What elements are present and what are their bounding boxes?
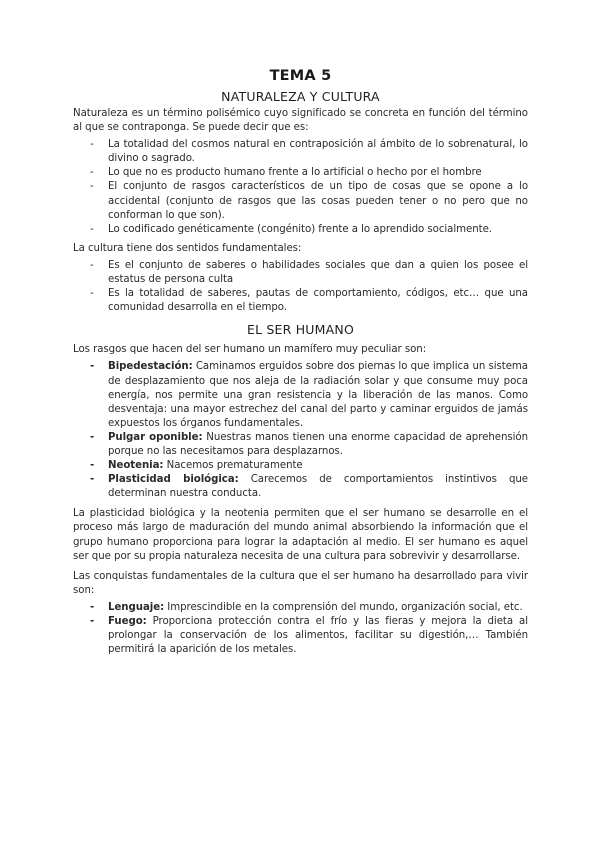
page-title: TEMA 5: [269, 68, 332, 84]
list-item: - Plasticidad biológica: Carecemos de comportamientos instintivos que determinan nuestra conducta.: [90, 474, 528, 500]
naturaleza-intro: Naturaleza es un término polisémico cuyo significado se concreta en función del término al que se contraponga. Se puede decir que es:: [73, 108, 528, 134]
list-item: - Es el conjunto de saberes o habilidades sociales que dan a quien los posee el estatus de persona culta: [90, 259, 528, 286]
cultura-list: [73, 259, 528, 315]
list-item: - Pulgar oponible: Nuestras manos tienen una enorme capacidad de aprehensión porque no las necesitamos para desplazarnos.: [90, 431, 528, 457]
list-item: - La totalidad del cosmos natural en contraposición al ámbito de lo sobrenatural, lo divino o sagrado.: [90, 139, 528, 165]
list-item: - Es la totalidad de saberes, pautas de comportamiento, códigos, etc… que una comunidad desarrolla en el tiempo.: [90, 288, 528, 314]
cultura-intro: La cultura tiene dos sentidos fundamentales:: [73, 242, 302, 254]
plasticidad-paragraph: La plasticidad biológica y la neotenia permiten que el ser humano se desarrolle en el proceso más largo de maduración del mundo animal absorbiendo la información que el grupo humano proporciona para lograr la adaptación al medio. El ser humano es aquel ser que por su propia naturaleza necesita de una cultura para sobrevivir y desarrollarse.: [73, 508, 528, 562]
conquistas-intro: Las conquistas fundamentales de la cultura que el ser humano ha desarrollado para vivir son:: [73, 570, 528, 596]
rasgos-list: [73, 360, 528, 501]
list-item: - Fuego: Proporciona protección contra el frío y las fieras y mejora la dieta al prolongar la conservación de los alimentos, facilitar su digestión,… También permitirá la aparición de los metales.: [90, 616, 528, 656]
naturaleza-list: [73, 138, 528, 237]
section-heading-ser-humano: EL SER HUMANO: [246, 322, 354, 338]
list-item: - Bipedestación: Caminamos erguidos sobre dos piernas lo que implica un sistema de desplazamiento que nos aleja de la radiación solar y que consume muy poca energía, nos permite una gran resistencia y la liberación de las manos. Como desventaja: una mayor estrechez del canal del parto y caminar erguidos de jamás expuestos los órganos fundamentales.: [90, 361, 528, 429]
list-item: - Lo codificado genéticamente (congénito) frente a lo aprendido socialmente.: [90, 223, 492, 235]
list-item: - Lo que no es producto humano frente a lo artificial o hecho por el hombre: [90, 167, 482, 179]
list-item: - Neotenia: Nacemos prematuramente: [90, 460, 303, 472]
section-heading-naturaleza: NATURALEZA Y CULTURA: [221, 89, 380, 104]
rasgos-intro: Los rasgos que hacen del ser humano un mamífero muy peculiar son:: [73, 344, 427, 356]
list-item: - Lenguaje: Imprescindible en la comprensión del mundo, organización social, etc.: [90, 601, 523, 613]
conquistas-list: [73, 601, 528, 657]
list-item: - El conjunto de rasgos característicos de un tipo de cosas que se opone a lo accidental (conjunto de rasgos que las cosas pueden tener o no pero que no conforman lo que son).: [90, 181, 528, 221]
